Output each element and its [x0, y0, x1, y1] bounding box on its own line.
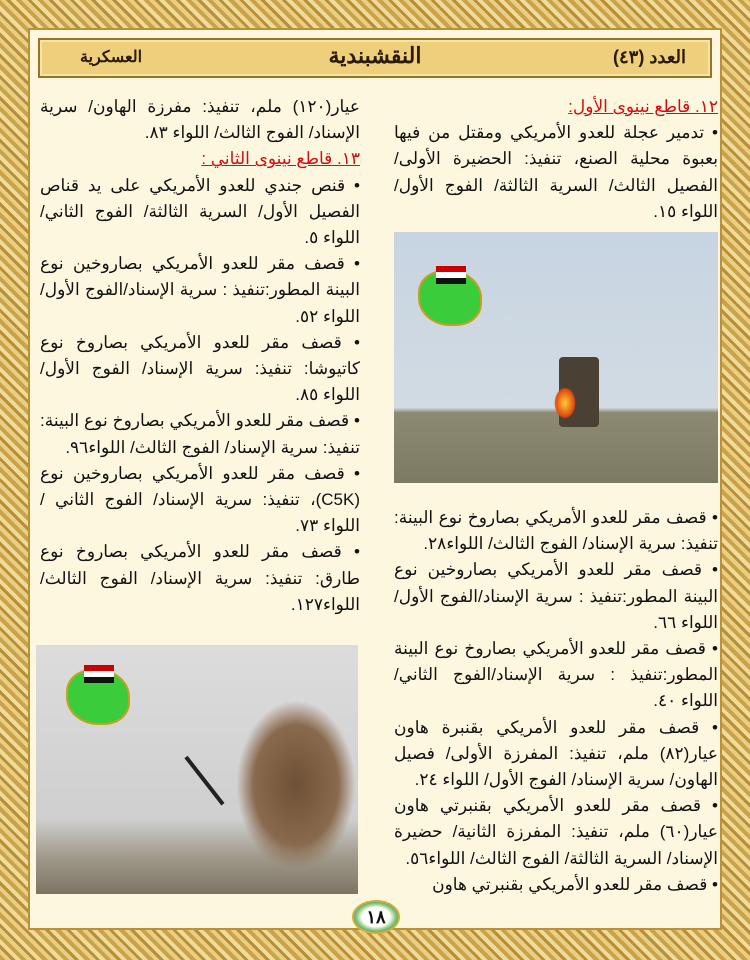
magazine-title: النقشبندية	[328, 43, 422, 69]
logo-icon	[418, 270, 482, 326]
list-item: • قصف مقر للعدو الأمريكي بصاروخين نوع البينة المطور:تنفيذ : سرية الإسناد/الفوج الأول/ اللواء ٥٢.	[40, 254, 360, 326]
list-item: • قصف مقر للعدو الأمريكي بقنبرة هاون عيار(٨٢) ملم، تنفيذ: المفرزة الأولى/ فصيل الهاون/ سرية الإسناد/ الفوج الأول/ اللواء ٢٤.	[394, 717, 718, 790]
photo-explosion-vehicle	[394, 232, 718, 483]
photo-rocket-launch	[36, 645, 358, 894]
list-item: • قصف مقر للعدو الأمريكي بصاروخ نوع البينة: تنفيذ: سرية الإسناد/ الفوج الثالث/ اللواء٢٨.	[394, 508, 718, 554]
section-heading: ١٣. قاطع نينوى الثاني :	[201, 149, 360, 169]
page-number: ١٨	[352, 900, 400, 934]
list-item: • قصف مقر للعدو الأمريكي بصاروخ نوع كاتيوشا: تنفيذ: سرية الإسناد/ الفوج الأول/ اللواء ٨٥.	[40, 332, 360, 405]
section-name: العسكرية	[80, 49, 143, 66]
right-column-bottom	[394, 505, 718, 898]
list-item: • قصف مقر للعدو الأمريكي بصاروخين نوع البينة المطور:تنفيذ : سرية الإسناد/الفوج الأول/ اللواء ٦٦.	[394, 560, 718, 632]
section-heading: ١٢. قاطع نينوى الأول:	[568, 97, 718, 116]
list-item: • قنص جندي للعدو الأمريكي على يد قناص الفصيل الأول/ السرية الثالثة/ الفوج الثاني/ اللواء ٥.	[40, 175, 360, 248]
logo-icon	[66, 669, 130, 725]
list-item: • قصف مقر للعدو الأمريكي بصاروخ نوع طارق: تنفيذ: سرية الإسناد/ الفوج الثالث/ اللواء١٢٧.	[40, 542, 360, 614]
left-column	[40, 94, 360, 618]
list-item: • قصف مقر للعدو الأمريكي بصاروخ نوع البينة: تنفيذ: سرية الإسناد/ الفوج الثالث/ اللواء٩٦.	[40, 411, 360, 457]
list-item: • قصف مقر للعدو الأمريكي بصاروخ نوع البينة المطور:تنفيذ : سرية الإسناد/الفوج الثاني/ اللواء ٤٠.	[394, 639, 718, 711]
magazine-header	[38, 38, 712, 78]
list-item: • قصف مقر للعدو الأمريكي بصاروخين نوع (C5K)، تنفيذ: سرية الإسناد/ الفوج الثاني / اللواء ٧٣.	[40, 463, 360, 536]
continued-text: عيار(١٢٠) ملم، تنفيذ: مفرزة الهاون/ سرية الإسناد/ الفوج الثالث/ اللواء ٨٣.	[40, 97, 360, 143]
issue-number: العدد (٤٣)	[613, 47, 686, 67]
list-item: • قصف مقر للعدو الأمريكي بقنبرتي هاون عيار(٦٠) ملم، تنفيذ: المفرزة الثانية/ حضيرة الإسناد/ السرية الثالثة/ الفوج الثالث/ اللواء٥٦.	[394, 796, 718, 868]
right-column-top	[394, 94, 718, 225]
list-item: • قصف مقر للعدو الأمريكي بقنبرتي هاون	[432, 874, 718, 894]
list-item: • تدمير عجلة للعدو الأمريكي ومقتل من فيها بعبوة محلية الصنع، تنفيذ: الحضيرة الأولى/ الفصيل الثالث/ السرية الثالثة/ الفوج الأول/ اللواء ١٥.	[394, 123, 718, 221]
